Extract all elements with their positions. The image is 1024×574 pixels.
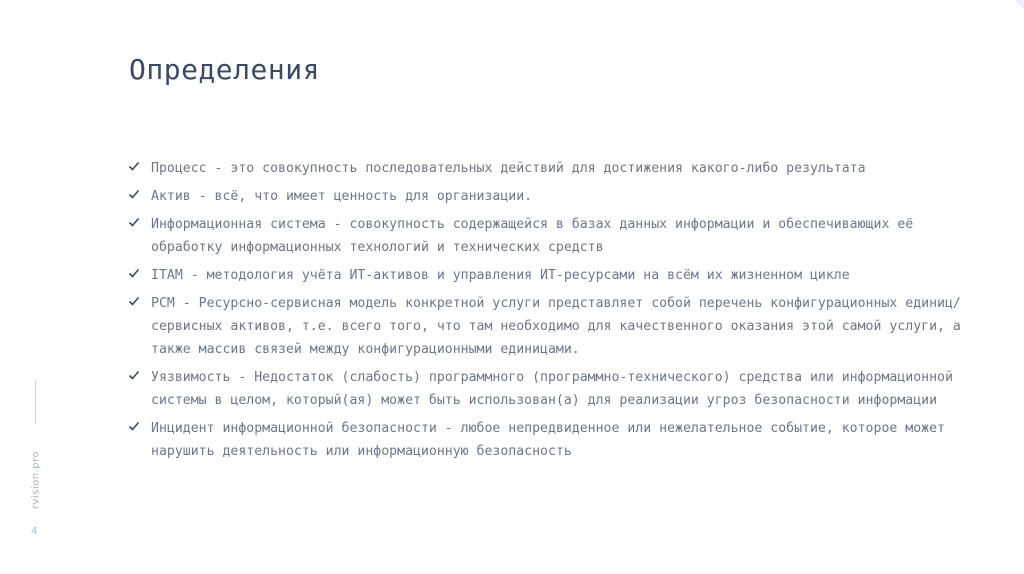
definition-text: РСМ - Ресурсно-сервисная модель конкретной услуги представляет собой перечень конфигурационных единиц/сервисных активов, т.е. всего того, что там необходимо для качественного оказания этой самой услуги, а также массив связей между конфигурационными единицами. xyxy=(151,296,961,357)
definition-text: Уязвимость - Недостаток (слабость) программного (программно-технического) средства или информационной системы в целом, который(ая) может быть использован(а) для реализации угроз безопасности информации xyxy=(151,370,953,408)
brand-label: rvision.pro xyxy=(30,450,42,510)
corner-decoration xyxy=(1014,0,1024,10)
definition-item xyxy=(128,292,968,361)
checkmark-icon xyxy=(128,267,140,279)
checkmark-icon xyxy=(128,216,140,228)
page-number: 4 xyxy=(31,526,38,537)
checkmark-icon xyxy=(128,188,140,200)
definition-text: Инцидент информационной безопасности - любое непредвиденное или нежелательное событие, которое может нарушить деятельность или информационную безопасность xyxy=(151,421,945,459)
page-title: Определения xyxy=(129,53,320,86)
side-divider xyxy=(35,380,36,424)
checkmark-icon xyxy=(128,160,140,172)
definition-text: Процесс - это совокупность последовательных действий для достижения какого-либо результата xyxy=(151,161,866,176)
definition-item xyxy=(128,213,968,259)
definition-text: Информационная система - совокупность содержащейся в базах данных информации и обеспечивающих её обработку информационных технологий и технических средств xyxy=(151,217,914,255)
definition-item xyxy=(128,157,968,180)
definition-text: ITAM - методология учёта ИТ-активов и управления ИТ-ресурсами на всём их жизненном цикле xyxy=(151,268,850,283)
definition-item xyxy=(128,264,968,287)
definition-item xyxy=(128,185,968,208)
checkmark-icon xyxy=(128,369,140,381)
checkmark-icon xyxy=(128,295,140,307)
definitions-list xyxy=(128,157,968,468)
definition-text: Актив - всё, что имеет ценность для организации. xyxy=(151,189,533,204)
checkmark-icon xyxy=(128,420,140,432)
side-bar xyxy=(25,380,47,550)
definition-item xyxy=(128,417,968,463)
definition-item xyxy=(128,366,968,412)
